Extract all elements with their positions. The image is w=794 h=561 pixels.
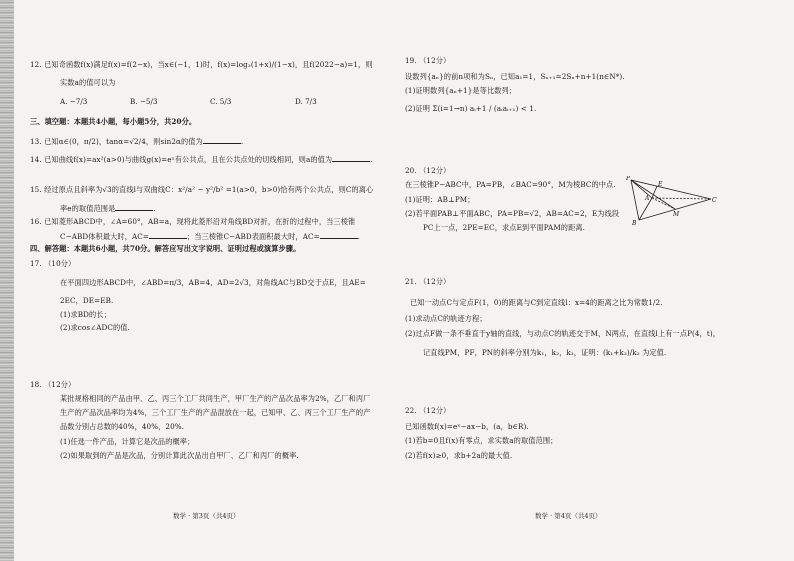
q13-text: 13. 已知α∈(0，π/2)，tanα=√2/4，则sin2α的值为 . (30, 137, 244, 146)
q22-text: 已知函数f(x)=eˣ−ax−b，(a，b∈R). (405, 422, 529, 431)
q17-head: 17. （10分） (30, 259, 76, 268)
q18-text: 某批规格相同的产品由甲、乙、丙三个工厂共同生产，甲厂生产的产品次品率为2%，乙厂和丙厂 (60, 394, 371, 403)
q18-text-2: 生产的产品次品率均为4%，三个工厂生产的产品混放在一起，已知甲、乙、丙三个工厂生产的产 (60, 408, 371, 417)
q17-part-2: (2)求cos∠ADC的值. (60, 323, 130, 332)
edge-am (652, 198, 675, 209)
q16-blank-1 (149, 231, 187, 239)
tetrahedron-figure (625, 176, 717, 226)
q17-text: 在平面四边形ABCD中，∠ABD=π/3，AB=4，AD=2√3，对角线AC与BD交于点E，且AE= (60, 278, 366, 287)
label-m: M (673, 211, 680, 218)
q20-part-2b: PC上一点，2PE=EC，求点E到平面PAM的距离. (423, 223, 586, 232)
page-4 (405, 0, 780, 561)
q20-head: 20. （12分） (405, 166, 451, 175)
footer-page-3: 数学 · 第3页（共4页） (173, 512, 240, 520)
q20-part-1: (1)证明：AB⊥PM； (405, 195, 475, 204)
q15-blank (115, 203, 153, 211)
q20-text: 在三棱锥P−ABC中，PA=PB，∠BAC=90°，M为棱BC的中点. (405, 180, 616, 189)
q21-text: 已知一动点C与定点F(1，0)的距离与C到定直线l：x=4的距离之比为常数1/2. (410, 298, 663, 307)
q19-part-2: (2)证明 Σ(i=1→n) aᵢ+1 / (aᵢaᵢ₊₁) < 1. (405, 104, 537, 113)
q13-blank (203, 136, 241, 144)
q14-text: 14. 已知曲线f(x)=ax²(a>0)与曲线g(x)=eˣ有公共点，且在公共点处的切线相同，则a的值为 . (30, 155, 373, 164)
q18-part-2: (2)如果取到的产品是次品，分别计算此次品出自甲厂、乙厂和丙厂的概率. (60, 451, 299, 460)
q19-part-1: (1)证明数列{aₙ+1}是等比数列； (405, 86, 517, 95)
footer-page-4: 数学 · 第4页（共4页） (535, 512, 602, 520)
q18-head: 18. （12分） (30, 380, 76, 389)
q19-head: 19. （12分） (405, 56, 451, 65)
q21-part-2: (2)过点F做一条不垂直于y轴的直线，与动点C的轨迹交于M，N两点，在直线l上有一点P(4，t)， (405, 329, 721, 338)
q17-text-2: 2EC，DE=EB. (60, 296, 114, 305)
edge-ac (652, 198, 711, 199)
label-e: E (658, 181, 663, 188)
q12-option-c: C. 5/3 (210, 97, 232, 106)
q21-part-1: (1)求动点C的轨迹方程； (405, 314, 487, 323)
edge-pc (631, 180, 711, 199)
page-3 (30, 0, 390, 561)
label-a: A (645, 195, 650, 202)
q21-part-2b: 记直线PM，PF，PN的斜率分别为k₁，k₂，k₃，证明：(k₁+k₃)/k₂ 为定值. (423, 348, 667, 357)
q12-text: 12. 已知奇函数f(x)满足f(x)=f(2−x)，当x∈(−1，1)时，f(x)=log₂(1+x)/(1−x)，且f(2022−a)=1，则 (30, 60, 373, 69)
q12-text-2: 实数a的值可以为 (60, 78, 116, 87)
q12-option-a: A. −7/3 (60, 97, 88, 106)
scan-edge-artifact (0, 0, 14, 561)
q17-part-1: (1)求BD的长； (60, 310, 111, 319)
label-b: B (632, 220, 637, 226)
label-c: C (712, 197, 717, 204)
q22-part-1: (1)若b=0且f(x)有零点，求实数a的取值范围； (405, 436, 558, 445)
q22-head: 22. （12分） (405, 406, 451, 415)
q19-text: 设数列{aₙ}的前n项和为Sₙ，已知a₁=1，Sₙ₊₁=2Sₙ+n+1(n∈N*). (405, 72, 625, 81)
edge-pm (631, 180, 675, 209)
q21-head: 21. （12分） (405, 277, 451, 286)
q15-text-2: 率e的取值范围是 . (60, 204, 156, 213)
q18-text-3: 品数分别占总数的40%，40%，20%. (60, 422, 185, 431)
q16-text: 16. 已知菱形ABCD中，∠A=60°，AB=a，现将此菱形沿对角线BD对折，在折的过程中，当三棱锥 (30, 217, 356, 226)
q16-text-2: C−ABD体积最大时，AC= ；当三棱锥C−ABD表面积最大时，AC= . (60, 232, 361, 241)
q22-part-2: (2)若f(x)≥0，求b+2a的最大值. (405, 451, 513, 460)
q18-part-1: (1)任选一件产品，计算它是次品的概率； (60, 437, 195, 446)
q12-option-d: D. 7/3 (295, 97, 317, 106)
section-3-heading: 三、填空题：本题共4小题，每小题5分，共20分。 (30, 117, 197, 126)
q14-blank (332, 154, 370, 162)
section-4-heading: 四、解答题：本题共6小题，共70分。解答应写出文字说明、证明过程或演算步骤。 (30, 244, 301, 253)
q16-blank-2 (320, 231, 358, 239)
q12-option-b: B. −5/3 (130, 97, 158, 106)
label-p: P (626, 176, 631, 182)
q20-part-2: (2)若平面PAB⊥平面ABC，PA=PB=√2，AB=AC=2，E为线段 (405, 209, 620, 218)
q15-text: 15. 经过原点且斜率为√3的直线l与双曲线C：x²/a² − y²/b² =1(a>0，b>0)恰有两个公共点，则C的离心 (30, 185, 374, 194)
